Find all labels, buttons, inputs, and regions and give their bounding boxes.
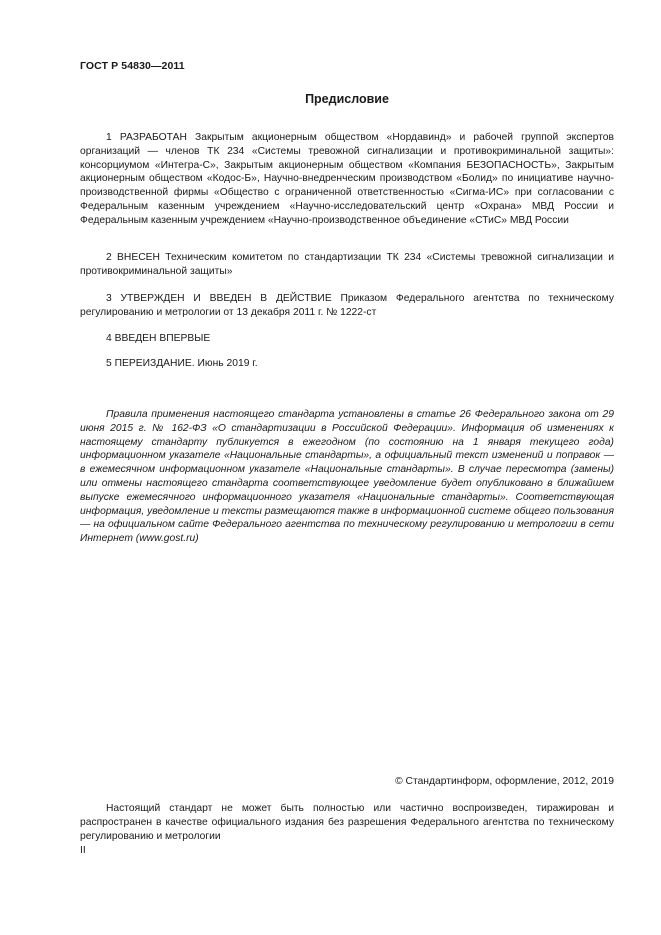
paragraph-text: 1 РАЗРАБОТАН Закрытым акционерным обществом «Нордавинд» и рабочей группой экспертов организаций — членов ТК 234 «Системы тревожной сигнализации и противокриминальной защиты»: консорциумом «Интегра-С», Закрытым акционерным обществом «Компания БЕЗОПАСНОСТЬ», Закрытым акционерным обществом «Кодос-Б», Научно-внедренческим производством «Болид» по инициативе научно-производственной фирмы «Общество с ограниченной ответственностью «Сигма-ИС» при согласовании с Федеральным казенным учреждением «Научно-исследовательский центр «Охрана» МВД России и Федеральным казенным учреждением «Научно-производственное объединение «СТиС» МВД России [80,132,614,226]
paragraph-text: 2 ВНЕСЕН Техническим комитетом по стандартизации ТК 234 «Системы тревожной сигнализации и противокриминальной защиты» [80,252,614,277]
paragraph-first-introduced [80,332,614,346]
page-number: II [80,845,86,856]
copyright-line: © Стандартинформ, оформление, 2012, 2019 [395,776,614,787]
paragraph-text: 5 ПЕРЕИЗДАНИЕ. Июнь 2019 г. [106,358,258,369]
document-code: ГОСТ Р 54830—2011 [80,60,185,72]
paragraph-approved [80,292,614,320]
notice-text: Правила применения настоящего стандарта установлены в статье 26 Федерального закона от 29 июня 2015 г. № 162-ФЗ «О стандартизации в Российской Федерации». Информация об изменениях к настоящему стандарту публикуется в ежегодном (по состоянию на 1 января текущего года) информационном указателе «Национальные стандарты», а официальный текст изменений и поправок — в ежемесячном информационном указателе «Национальные стандарты». В случае пересмотра (замены) или отмены настоящего стандарта соответствующее уведомление будет опубликовано в ближайшем выпуске ежемесячного информационного указателя «Национальные стандарты». Соответствующая информация, уведомление и тексты размещаются также в информационной системе общего пользования — на официальном сайте Федерального агентства по техническому регулированию и метрологии в сети Интернет (www.gost.ru) [80,409,614,545]
page-title: Предисловие [305,92,389,106]
paragraph-text: 3 УТВЕРЖДЕН И ВВЕДЕН В ДЕЙСТВИЕ Приказом Федерального агентства по техническому регулированию и метрологии от 13 декабря 2011 г. № 1222-ст [80,293,614,318]
paragraph-text: 4 ВВЕДЕН ВПЕРВЫЕ [106,333,211,344]
paragraph-reissue [80,357,614,371]
reproduction-text: Настоящий стандарт не может быть полностью или частично воспроизведен, тиражирован и распространен в качестве официального издания без разрешения Федерального агентства по техническому регулированию и метрологии [80,803,614,842]
paragraph-developed-by [80,131,614,228]
application-rules-notice [80,408,614,546]
paragraph-introduced-by [80,251,614,279]
reproduction-notice [80,802,614,843]
